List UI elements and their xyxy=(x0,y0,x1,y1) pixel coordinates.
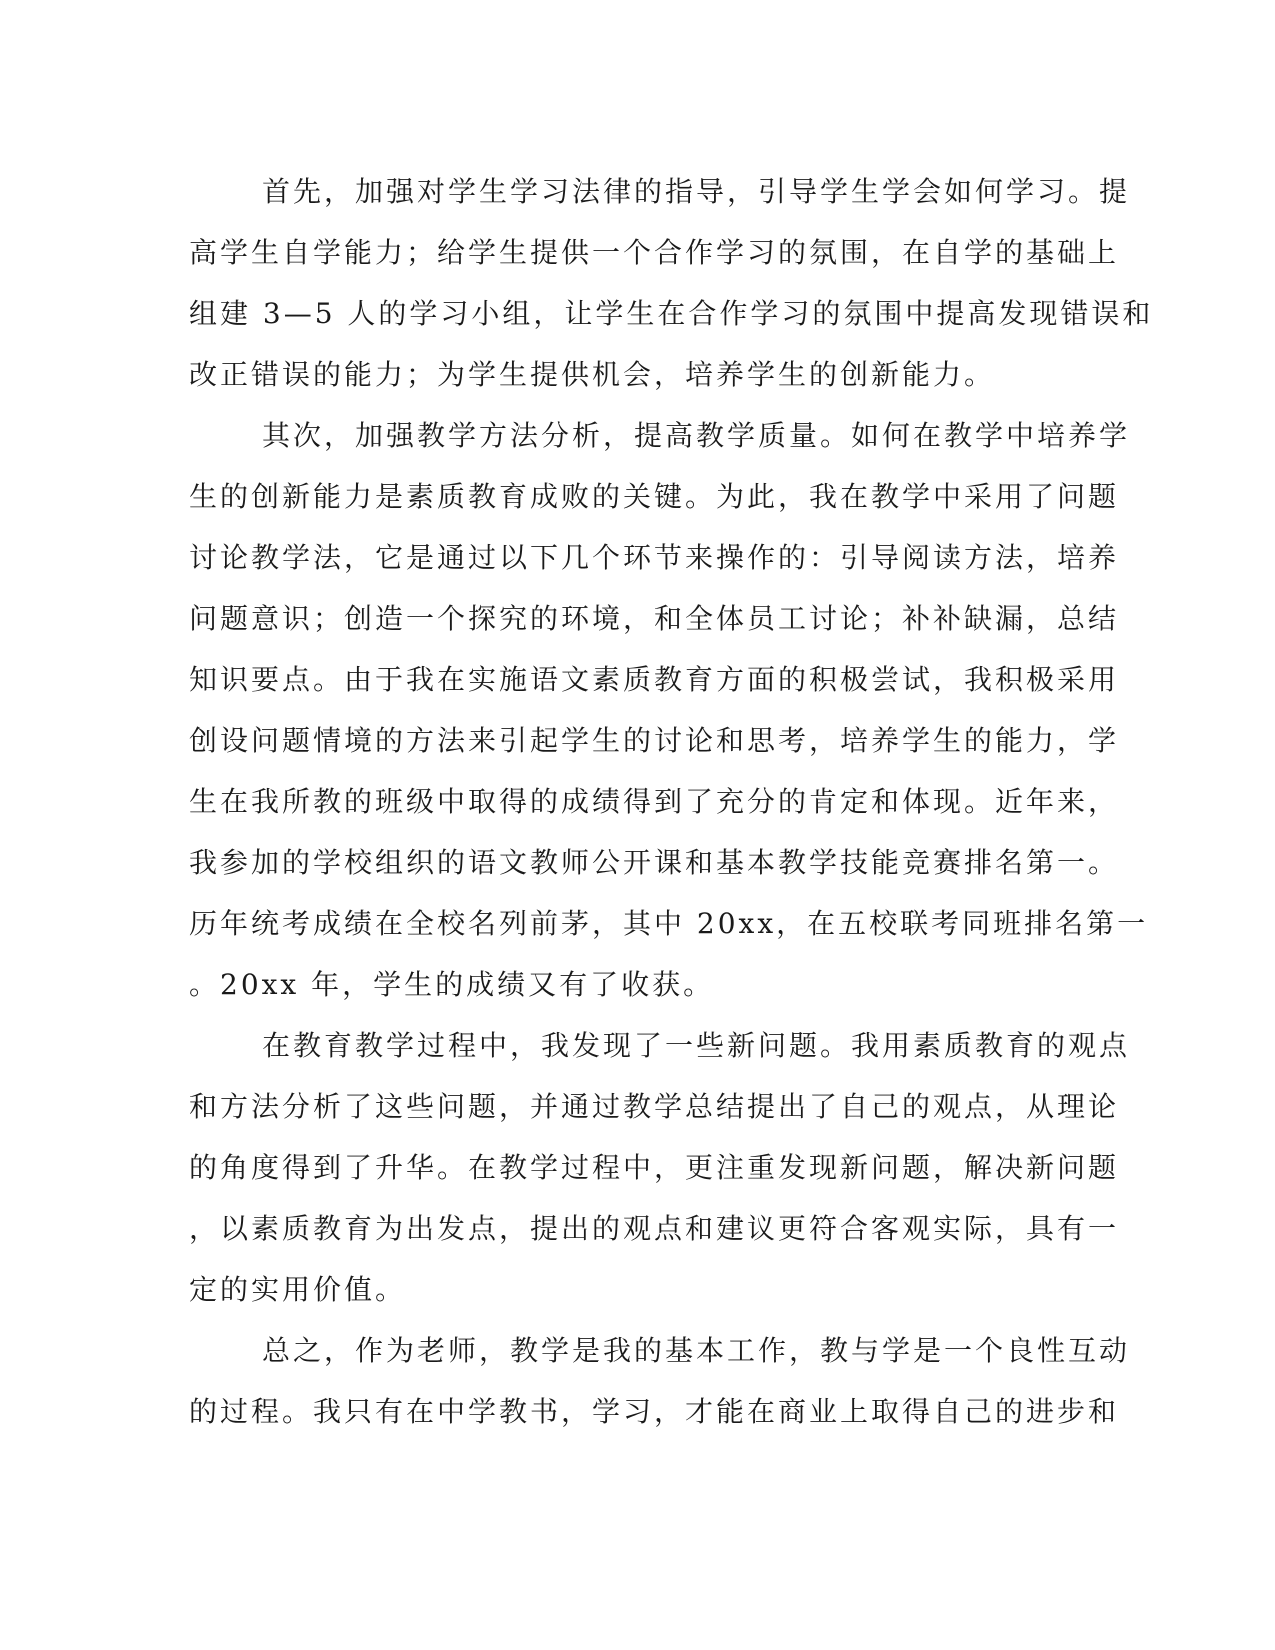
paragraph-line: 高学生自学能力；给学生提供一个合作学习的氛围，在自学的基础上 xyxy=(189,236,1120,269)
paragraph-line: ，以素质教育为出发点，提出的观点和建议更符合客观实际，具有一 xyxy=(189,1212,1120,1245)
paragraph-line: 知识要点。由于我在实施语文素质教育方面的积极尝试，我积极采用 xyxy=(189,663,1120,696)
paragraph-line: 其次，加强教学方法分析，提高教学质量。如何在教学中培养学 xyxy=(262,419,1131,452)
paragraph-line: 改正错误的能力；为学生提供机会，培养学生的创新能力。 xyxy=(189,358,996,391)
paragraph-line: 的过程。我只有在中学教书，学习，才能在商业上取得自己的进步和 xyxy=(189,1395,1120,1428)
paragraph-line: 总之，作为老师，教学是我的基本工作，教与学是一个良性互动 xyxy=(262,1334,1131,1367)
paragraph-line: 问题意识；创造一个探究的环境，和全体员工讨论；补补缺漏，总结 xyxy=(189,602,1120,635)
paragraph-line: 生的创新能力是素质教育成败的关键。为此，我在教学中采用了问题 xyxy=(189,480,1120,513)
paragraph-line: 定的实用价值。 xyxy=(189,1273,407,1306)
paragraph-line: 历年统考成绩在全校名列前茅，其中 20xx，在五校联考同班排名第一 xyxy=(189,907,1149,940)
paragraph-1 xyxy=(189,161,1154,405)
paragraph-line: 在教育教学过程中，我发现了一些新问题。我用素质教育的观点 xyxy=(262,1029,1131,1062)
paragraph-2 xyxy=(189,405,1149,1015)
paragraph-line: 首先，加强对学生学习法律的指导，引导学生学会如何学习。提 xyxy=(262,175,1131,208)
paragraph-line: 讨论教学法，它是通过以下几个环节来操作的：引导阅读方法，培养 xyxy=(189,541,1120,574)
paragraph-line: 创设问题情境的方法来引起学生的讨论和思考，培养学生的能力，学 xyxy=(189,724,1120,757)
document-body xyxy=(189,161,1154,1442)
paragraph-line: 和方法分析了这些问题，并通过教学总结提出了自己的观点，从理论 xyxy=(189,1090,1120,1123)
paragraph-4 xyxy=(189,1320,1131,1442)
paragraph-line: 我参加的学校组织的语文教师公开课和基本教学技能竞赛排名第一。 xyxy=(189,846,1120,879)
paragraph-line: 生在我所教的班级中取得的成绩得到了充分的肯定和体现。近年来， xyxy=(189,785,1120,818)
paragraph-line: 。20xx 年，学生的成绩又有了收获。 xyxy=(189,968,715,1001)
paragraph-line: 的角度得到了升华。在教学过程中，更注重发现新问题，解决新问题 xyxy=(189,1151,1120,1184)
paragraph-3 xyxy=(189,1015,1131,1320)
paragraph-line: 组建 3—5 人的学习小组，让学生在合作学习的氛围中提高发现错误和 xyxy=(189,297,1154,330)
